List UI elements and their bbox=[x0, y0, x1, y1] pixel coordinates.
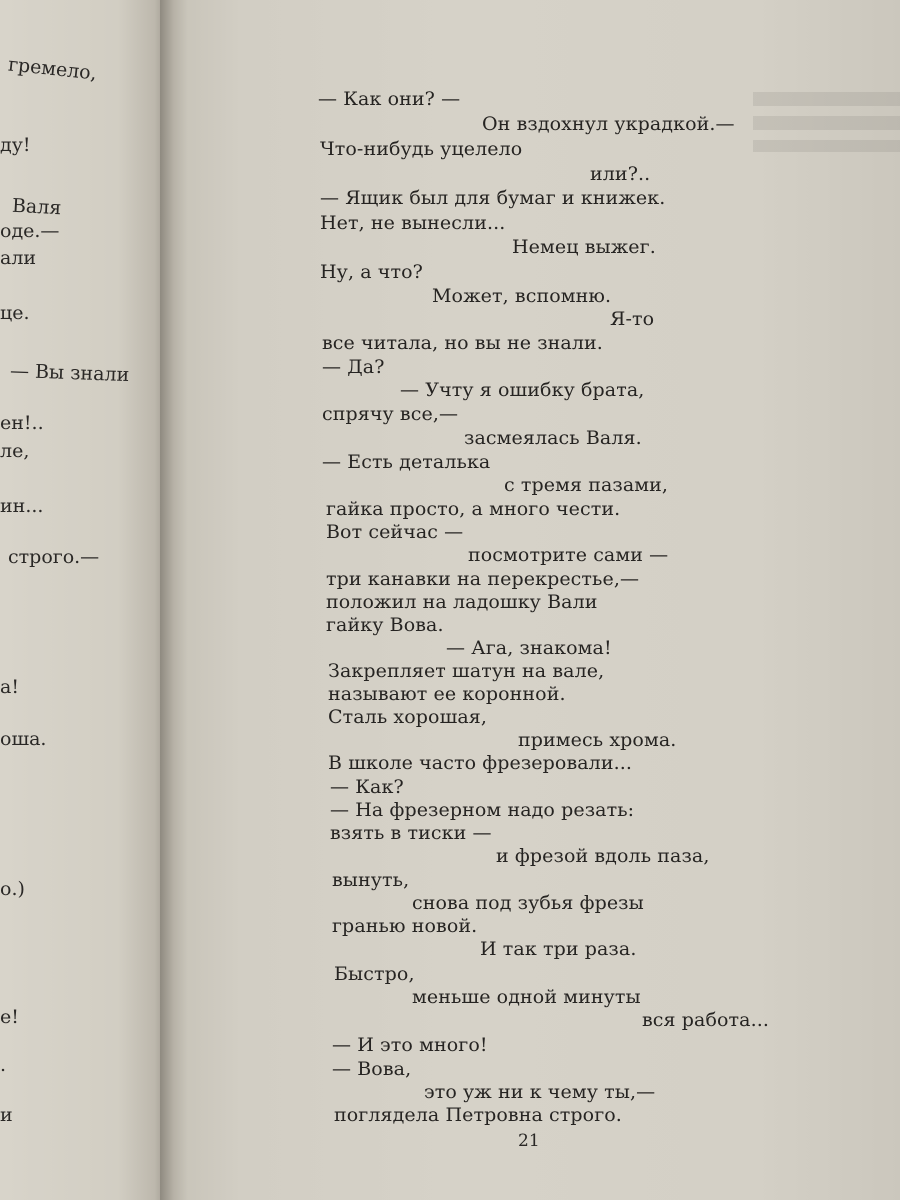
poem-line: положил на ладошку Вали bbox=[326, 591, 598, 613]
poem-line: Он вздохнул украдкой.— bbox=[482, 113, 735, 135]
left-page-fragment: и bbox=[0, 1104, 13, 1126]
left-page-fragment: али bbox=[0, 247, 37, 269]
book-gutter-shadow bbox=[160, 0, 200, 1200]
left-page-fragment: . bbox=[0, 1054, 7, 1076]
poem-line: — Есть деталька bbox=[322, 451, 491, 473]
poem-line: — Как они? — bbox=[318, 88, 461, 110]
poem-line: Быстро, bbox=[334, 963, 415, 985]
poem-line: — Ящик был для бумаг и книжек. bbox=[320, 187, 666, 209]
poem-line: В школе часто фрезеровали... bbox=[328, 752, 633, 774]
left-page-fragment: оде.— bbox=[0, 220, 60, 242]
poem-line: — На фрезерном надо резать: bbox=[330, 799, 635, 821]
poem-line: называют ее коронной. bbox=[328, 683, 566, 705]
poem-line: снова под зубья фрезы bbox=[412, 892, 644, 914]
left-page-fragment: ду! bbox=[0, 134, 31, 156]
bleed-through-shadow bbox=[753, 92, 900, 152]
poem-line: Я-то bbox=[610, 308, 655, 330]
left-page-fragment: ле, bbox=[0, 440, 30, 462]
poem-line: Нет, не вынесли... bbox=[320, 212, 506, 234]
poem-line: — Да? bbox=[322, 356, 385, 378]
poem-line: поглядела Петровна строго. bbox=[334, 1104, 622, 1126]
left-page-fragment: е! bbox=[0, 1006, 19, 1028]
left-page-fragment: строго.— bbox=[8, 546, 100, 568]
left-page-fragment: гремело, bbox=[7, 53, 98, 85]
left-page-fragment: ен!.. bbox=[0, 412, 44, 434]
poem-line: гайка просто, а много чести. bbox=[326, 498, 621, 520]
poem-line: и фрезой вдоль паза, bbox=[496, 845, 710, 867]
left-page-fragment: оша. bbox=[0, 728, 47, 750]
left-page bbox=[0, 0, 168, 1200]
poem-line: — Как? bbox=[330, 776, 404, 798]
poem-line: Сталь хорошая, bbox=[328, 706, 488, 728]
poem-line: — Учту я ошибку брата, bbox=[400, 379, 645, 401]
poem-line: вынуть, bbox=[332, 869, 410, 891]
poem-line: Вот сейчас — bbox=[326, 521, 464, 543]
left-page-fragment: а! bbox=[0, 676, 19, 698]
poem-line: с тремя пазами, bbox=[504, 474, 669, 496]
poem-line: примесь хрома. bbox=[518, 729, 677, 751]
poem-line: меньше одной минуты bbox=[412, 986, 641, 1008]
left-page-fragment: це. bbox=[0, 302, 30, 324]
poem-line: И так три раза. bbox=[480, 938, 637, 960]
poem-line: Что-нибудь уцелело bbox=[320, 138, 523, 160]
poem-line: посмотрите сами — bbox=[468, 544, 669, 566]
poem-line: или?.. bbox=[590, 163, 651, 185]
left-page-fragment: о.) bbox=[0, 878, 25, 900]
poem-line: спрячу все,— bbox=[322, 403, 459, 425]
poem-line: засмеялась Валя. bbox=[464, 427, 642, 449]
poem-line: — Вова, bbox=[332, 1058, 412, 1080]
poem-line: — И это много! bbox=[332, 1034, 488, 1056]
poem-line: гранью новой. bbox=[332, 915, 478, 937]
poem-line: Немец выжег. bbox=[512, 236, 656, 258]
page-number: 21 bbox=[518, 1131, 540, 1151]
poem-line: вся работа... bbox=[642, 1009, 769, 1031]
poem-line: взять в тиски — bbox=[330, 822, 492, 844]
poem-line: Закрепляет шатун на вале, bbox=[328, 660, 605, 682]
poem-line: — Ага, знакома! bbox=[446, 637, 612, 659]
left-page-fragment: Валя bbox=[11, 194, 62, 220]
poem-line: три канавки на перекрестье,— bbox=[326, 568, 640, 590]
poem-line: это уж ни к чему ты,— bbox=[424, 1081, 656, 1103]
poem-line: гайку Вова. bbox=[326, 614, 444, 636]
left-page-fragment: — Вы знали bbox=[9, 359, 130, 387]
poem-line: Может, вспомню. bbox=[432, 285, 612, 307]
poem-line: все читала, но вы не знали. bbox=[322, 332, 603, 354]
poem-line: Ну, а что? bbox=[320, 261, 423, 283]
left-page-fragment: ин... bbox=[0, 495, 44, 517]
